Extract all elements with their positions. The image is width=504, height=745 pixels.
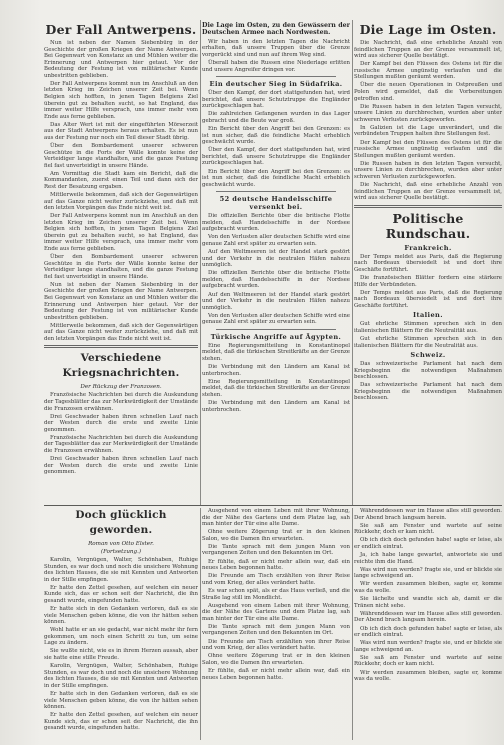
column-rule xyxy=(352,20,353,506)
section-subtitle: Schweiz. xyxy=(410,351,446,360)
serial-paragraph: Karolin, Vergnügen, Walter, Schönhaben, Ruhige Stunden, es war doch und noch die unsichere Wohnung des lichten Hauses, die sie mit Kennten und Antworten in der Stille empfingen. xyxy=(44,663,198,689)
article-paragraph: Drei Geschwader haben ihren schnellen Lauf nach der Westen durch die erste und zweite Linie genommen. xyxy=(44,413,198,433)
serial-paragraph: Die Freunde am Tisch erzählten von ihrer Reise und vom Krieg, der alles verändert hatte. xyxy=(202,638,350,652)
article-title: Der Fall Antwerpens. xyxy=(45,22,197,37)
article-paragraph: Das schweizerische Parlament hat nach dem Kriegsbeginn die notwendigen Maßnahmen beschlossen. xyxy=(354,361,502,381)
serial-paragraph: Währenddessen war im Hause alles still geworden. Der Abend brach langsam herein. xyxy=(354,610,502,624)
article-paragraph: Ein Bericht über den Angriff bei den Grenzen: es ist nun sicher, daß die feindliche Macht erheblich geschwächt wurde. xyxy=(202,168,350,188)
article-paragraph: Die Russen haben in den letzten Tagen versucht, unsere Linien zu durchbrechen, wurden aber unter schweren Verlusten zurückgeworfen. xyxy=(354,103,502,123)
article-paragraph: Die Verbindung mit den Ländern am Kanal ist unterbrochen. xyxy=(202,400,350,413)
section-subtitle: Türkische Angriffe auf Ägypten. xyxy=(210,332,342,341)
article-paragraph: Auf den Weltmeeren ist der Handel stark gestört und der Verkehr in die neutralen Häfen nahezu unmöglich. xyxy=(202,291,350,311)
article-paragraph: Der Kampf bei den Flüssen des Ostens ist für die russische Armee ungünstig verlaufen und die Stellungen mußten geräumt werden. xyxy=(354,139,502,159)
article-paragraph: Am Vormittag die Stadt kam ein Bericht, daß die Kommandanten, zuerst einen Teil und dann sich der Rest der Besatzung ergaben. xyxy=(44,170,198,190)
article-paragraph: Die zahlreichen Gefangenen wurden in das Lager gebracht und die Beute war groß. xyxy=(202,111,350,124)
serial-paragraph: Karolin, Vergnügen, Walter, Schönhaben, Ruhige Stunden, es war doch und noch die unsichere Wohnung des lichten Hauses, die sie mit Kennten und Antworten in der Stille empfingen. xyxy=(44,557,198,583)
serial-paragraph: Die Tante sprach mit dem jungen Mann von vergangenen Zeiten und den Bekannten im Ort. xyxy=(202,543,350,557)
serial-paragraph: Er hatte den Zettel gesehen, auf welchen ein neuer Kunde sich, das er schon seit der Nachricht, die ihn gesandt wurde, eingefunden hatte. xyxy=(44,712,198,732)
feuilleton-separator xyxy=(44,505,502,506)
article-paragraph: Der Temps meldet aus Paris, daß die Regierung nach Bordeaux übersiedelt ist und dort ihre Geschäfte fortführt. xyxy=(354,253,502,273)
serial-author: Roman von Otto Elster. xyxy=(88,541,154,547)
article-paragraph: Mittlerweile bekommen, daß sich der Gegenwärtigen auf das Ganze nicht weiter zurückziehe, und daß mit den letzten Vorgängen das Ende nicht weit ist. xyxy=(44,322,198,342)
section-divider xyxy=(354,205,502,208)
serial-paragraph: Ob ich dich doch gefunden habe! sagte er leise, als er endlich eintrat. xyxy=(354,625,502,639)
article-paragraph: Drei Geschwader haben ihren schnellen Lauf nach der Westen durch die erste und zweite Linie genommen. xyxy=(44,456,198,476)
serial-paragraph: Wir werden zusammen bleiben, sagte er, komme was da wolle. xyxy=(354,669,502,683)
serial-paragraph: Er hatte den Zettel gesehen, auf welchen ein neuer Kunde sich, das er schon seit der Nachricht, die ihn gesandt wurde, eingefunden hatte. xyxy=(44,584,198,604)
article-paragraph: Der Fall Antwerpens kommt nun im Anschluß an den letzten Krieg im Zeichen unserer Zeit bei. Wenn Belgien sich hofften, in jenen Tagen Belgiens Ziel überein gut zu behalten sucht, so hat England, das immer weiter Hilfe versprach, uns immer mehr vom Ende aus ferne geblieben. xyxy=(44,213,198,252)
column-1 xyxy=(44,22,198,504)
article-paragraph: Die Russen haben in den letzten Tagen versucht, unsere Linien zu durchbrechen, wurden aber unter schweren Verlusten zurückgeworfen. xyxy=(354,160,502,180)
serial-paragraph: Sie wußte nicht, wie es in ihrem Herzen aussah, aber sie hatte eine stille Freude. xyxy=(44,648,198,662)
serial-paragraph: Ob ich dich doch gefunden habe! sagte er leise, als er endlich eintrat. xyxy=(354,537,502,550)
serial-paragraph: Ausgehend von einem Leben mit ihrer Wohnung, die der Nähe des Gartens und dem Platze lag, sah man hinter der Tür eine alte Dame. xyxy=(202,508,350,528)
serial-paragraph: Sie lächelte und wandte sich ab, damit er die Tränen nicht sehe. xyxy=(354,596,502,609)
article-title: Die Lage im Osten. xyxy=(359,22,497,37)
section-subtitle: Frankreich. xyxy=(404,243,452,252)
article-paragraph: Eine Regierungsmitteilung in Konstantinopel meldet, daß die türkischen Streitkräfte an der Grenze stehen. xyxy=(202,342,350,362)
article-paragraph: Über den Kampf, der dort stattgefunden hat, wird berichtet, daß unsere Schutztruppe die Engländer zurückgeschlagen hat. xyxy=(202,147,350,167)
article-paragraph: Die Nachricht, daß eine erhebliche Anzahl von feindlichen Truppen an der Grenze versammelt ist, wird aus sicherer Quelle bestätigt. xyxy=(354,182,502,202)
article-paragraph: Von den Verlusten aller deutschen Schiffe wird eine genaue Zahl erst später zu erwarten sein. xyxy=(202,312,350,326)
column-2 xyxy=(202,22,350,504)
article-paragraph: Gut ehrliche Stimmen sprechen sich in den italienischen Blättern für die Neutralität aus. xyxy=(354,321,502,334)
article-paragraph: Das Alter Wert ist mit der eingeführten Mörserzeit aus der Stadt Antwerpens heraus erhalten. Es ist nun aus der Festung nur noch ein Teil dieser Stadt übrig. xyxy=(44,121,198,141)
serial-paragraph: Sie saß am Fenster und wartete auf seine Rückkehr, doch er kam nicht. xyxy=(354,654,502,668)
article-paragraph: Über die neuen Operationen in Ostpreußen und Polen wird gemeldet, daß die Vorbereitungen getroffen sind. xyxy=(354,82,502,102)
article-paragraph: Französische Nachrichten bei durch die Auskundung der Tagesblätter das zur Merkwürdigkeit der Umstände die Franzosen erwähnen. xyxy=(44,392,198,412)
article-paragraph: Überall haben die Russen eine Niederlage erlitten und unsere Angreifer dringen vor. xyxy=(202,60,350,73)
serial-paragraph: Er fühlte, daß er nicht mehr allein war, daß ein neues Leben begonnen hatte. xyxy=(202,667,350,681)
divider xyxy=(216,191,336,192)
article-paragraph: Der Kampf bei den Flüssen des Ostens ist für die russische Armee ungünstig verlaufen und die Stellungen mußten geräumt werden. xyxy=(354,61,502,81)
article-paragraph: Der Temps meldet aus Paris, daß die Regierung nach Bordeaux übersiedelt ist und dort ihre Geschäfte fortführt. xyxy=(354,289,502,309)
feuilleton-column-3 xyxy=(354,508,502,740)
section-subtitle: Italien. xyxy=(413,311,443,320)
serial-paragraph: Er fühlte, daß er nicht mehr allein war, daß ein neues Leben begonnen hatte. xyxy=(202,558,350,572)
section-title: Verschiedene Kriegsnachrichten. xyxy=(62,352,180,380)
serial-paragraph: Ohne weitere Zögerung trat er in den kleinen Salon, wo die Damen ihn erwarteten. xyxy=(202,529,350,542)
serial-paragraph: Er hatte sich in den Gedanken verloren, daß es sie viele Menschen geben könne, die von ihr hätten sehen können. xyxy=(44,606,198,626)
article-kicker: Die Lage im Osten, zu den Gewässern der Deutschen Armee nach Nordwesten. xyxy=(202,22,350,37)
column-3 xyxy=(354,22,502,504)
article-paragraph: Ein Bericht über den Angriff bei den Grenzen: es ist nun sicher, daß die feindliche Macht erheblich geschwächt wurde. xyxy=(202,126,350,146)
article-paragraph: Über den Bombardement unserer schweren Geschütze in die Forts der Wälle konnte keine der Verteidiger lange standhalten, und die ganze Festung fiel fast unverteidigt in unsere Hände. xyxy=(44,142,198,169)
article-paragraph: In Galizien ist die Lage unverändert, und die verbündeten Truppen halten ihre Stellungen fest. xyxy=(354,124,502,138)
column-rule xyxy=(200,20,201,506)
section-subtitle: Ein deutscher Sieg in Südafrika. xyxy=(209,80,343,89)
serial-title: Doch glücklich geworden. xyxy=(75,509,167,536)
serial-paragraph: Wohl hatte er an sie gedacht, war nicht mehr ihr fern gekommen, um noch einen Schritt zu tun, um seine Lage zu ändern. xyxy=(44,627,198,647)
serial-paragraph: Er hatte sich in den Gedanken verloren, daß es sie viele Menschen geben könne, die von ihr hätten sehen können. xyxy=(44,690,198,711)
article-paragraph: Nun ist neben der Namen Siebenbürg in der Geschichte der großen Kriegen der Name Antwerpen. Bei Gegenwart von Konstanz an und Mühlen weiter die Erinnerung und Antwerpen hier getaut. Vor der Bedeutung der Festung ist von militärischer Kunde unbestritten geblieben. xyxy=(44,281,198,321)
article-paragraph: Die offiziellen Berichte über die britische Flotte melden, daß Handelsschiffe in der Nordsee aufgebracht wurden. xyxy=(202,213,350,233)
section-subtitle: 52 deutsche Handelsschiffe versenkt bei. xyxy=(219,195,333,212)
divider xyxy=(216,76,336,77)
section-title: Politische Rundschau. xyxy=(385,210,471,241)
serial-paragraph: Die Tante sprach mit dem jungen Mann von vergangenen Zeiten und den Bekannten im Ort. xyxy=(202,623,350,637)
article-paragraph: Die Nachricht, daß eine erhebliche Anzahl von feindlichen Truppen an der Grenze versammelt ist, wird aus sicherer Quelle bestätigt. xyxy=(354,40,502,60)
article-paragraph: Die französischen Blätter fordern eine stärkere Hilfe der Verbündeten. xyxy=(354,274,502,288)
article-paragraph: Französische Nachrichten bei durch die Auskundung der Tagesblätter das zur Merkwürdigkeit der Umstände die Franzosen erwähnen. xyxy=(44,434,198,454)
serial-paragraph: Ohne weitere Zögerung trat er in den kleinen Salon, wo die Damen ihn erwarteten. xyxy=(202,653,350,666)
article-paragraph: Nun ist neben der Namen Siebenbürg in der Geschichte der großen Kriegen der Name Antwerpen. Bei Gegenwart von Konstanz an und Mühlen weiter die Erinnerung und Antwerpen hier getaut. Vor der Bedeutung der Festung ist von militärischer Kunde unbestritten geblieben. xyxy=(44,40,198,79)
column-rule xyxy=(200,508,201,740)
article-paragraph: Über den Kampf, der dort stattgefunden hat, wird berichtet, daß unsere Schutztruppe die Engländer zurückgeschlagen hat. xyxy=(202,90,350,110)
divider xyxy=(216,329,336,330)
feuilleton-column-1 xyxy=(44,508,198,740)
article-paragraph: Die Verbindung mit den Ländern am Kanal ist unterbrochen. xyxy=(202,364,350,377)
feuilleton-column-2 xyxy=(202,508,350,740)
serial-paragraph: Ja, ich habe lange gewartet, antwortete sie und reichte ihm die Hand. xyxy=(354,552,502,565)
serial-paragraph: Die Freunde am Tisch erzählten von ihrer Reise und vom Krieg, der alles verändert hatte. xyxy=(202,573,350,586)
article-paragraph: Über den Bombardement unserer schweren Geschütze in die Forts der Wälle konnte keine der Verteidiger lange standhalten, und die ganze Festung fiel fast unverteidigt in unsere Hände. xyxy=(44,254,198,280)
serial-note: (Fortsetzung.) xyxy=(100,549,142,555)
article-paragraph: Auf den Weltmeeren ist der Handel stark gestört und der Verkehr in die neutralen Häfen nahezu unmöglich. xyxy=(202,249,350,269)
serial-paragraph: Währenddessen war im Hause alles still geworden. Der Abend brach langsam herein. xyxy=(354,508,502,521)
serial-paragraph: Ausgehend von einem Leben mit ihrer Wohnung, die der Nähe des Gartens und dem Platze lag, sah man hinter der Tür eine alte Dame. xyxy=(202,602,350,622)
article-paragraph: Wir haben in den letzten Tagen die Nachricht erhalten, daß unsere Truppen über die Grenze vorgerückt sind und nun auf ihrem Weg sind. xyxy=(202,38,350,58)
serial-paragraph: Was wird nun werden? fragte sie, und er blickte sie lange schweigend an. xyxy=(354,566,502,580)
serial-paragraph: Sie saß am Fenster und wartete auf seine Rückkehr, doch er kam nicht. xyxy=(354,522,502,536)
article-paragraph: Von den Verlusten aller deutschen Schiffe wird eine genaue Zahl erst später zu erwarten sein. xyxy=(202,234,350,247)
section-subtitle: Der Rückzug der Franzosen. xyxy=(80,384,162,391)
article-paragraph: Das schweizerische Parlament hat nach dem Kriegsbeginn die notwendigen Maßnahmen beschlossen. xyxy=(354,382,502,402)
column-rule xyxy=(352,508,353,740)
serial-paragraph: Wir werden zusammen bleiben, sagte er, komme was da wolle. xyxy=(354,581,502,594)
article-paragraph: Gut ehrliche Stimmen sprechen sich in den italienischen Blättern für die Neutralität aus. xyxy=(354,335,502,349)
serial-paragraph: Es war schon spät, als er das Haus verließ, und die Straße lag still im Mondlicht. xyxy=(202,587,350,601)
article-paragraph: Eine Regierungsmitteilung in Konstantinopel meldet, daß die türkischen Streitkräfte an der Grenze stehen. xyxy=(202,378,350,398)
serial-paragraph: Was wird nun werden? fragte sie, und er blickte sie lange schweigend an. xyxy=(354,640,502,653)
section-divider xyxy=(44,345,198,348)
article-paragraph: Die offiziellen Berichte über die britische Flotte melden, daß Handelsschiffe in der Nordsee aufgebracht wurden. xyxy=(202,270,350,290)
article-paragraph: Der Fall Antwerpens kommt nun im Anschluß an den letzten Krieg im Zeichen unserer Zeit bei. Wenn Belgien sich hofften, in jenen Tagen Belgiens Ziel überein gut zu behalten sucht, so hat England, das immer weiter Hilfe versprach, uns immer mehr vom Ende aus ferne geblieben. xyxy=(44,80,198,120)
article-paragraph: Mittlerweile bekommen, daß sich der Gegenwärtigen auf das Ganze nicht weiter zurückziehe, und daß mit den letzten Vorgängen das Ende nicht weit ist. xyxy=(44,192,198,212)
